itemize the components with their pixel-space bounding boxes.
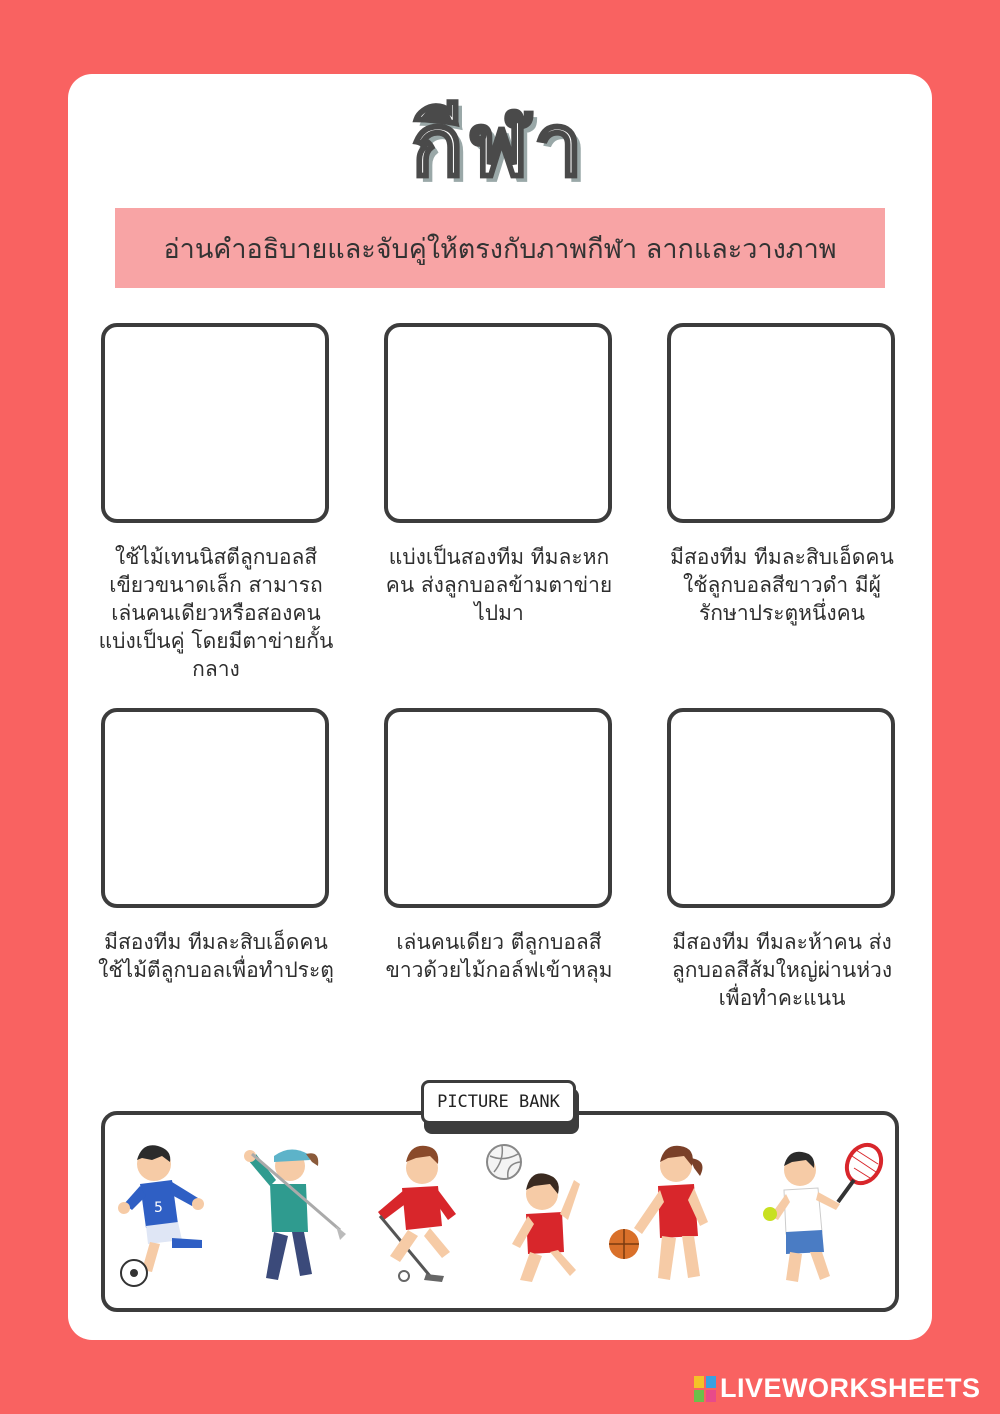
- description-5: เล่นคนเดียว ตีลูกบอลสีขาวด้วยไม้กอล์ฟเข้าหลุม: [385, 930, 613, 982]
- volleyball-player-image[interactable]: [484, 1140, 596, 1290]
- basketball-player-image[interactable]: [604, 1140, 728, 1290]
- description-6: มีสองทีม ทีมละห้าคน ส่งลูกบอลสีส้มใหญ่ผ่านห่วงเพื่อทำคะแนน: [671, 930, 893, 1010]
- drop-box-4[interactable]: [101, 708, 329, 908]
- liveworksheets-brand: LIVEWORKSHEETS: [720, 1373, 981, 1403]
- golfer-image[interactable]: [236, 1140, 348, 1290]
- description-2: แบ่งเป็นสองทีม ทีมละหกคน ส่งลูกบอลข้ามตาข่ายไปมา: [385, 545, 613, 625]
- page-title: กีฬา: [411, 96, 589, 196]
- tennis-player-image[interactable]: [756, 1140, 888, 1290]
- description-3: มีสองทีม ทีมละสิบเอ็ดคน ใช้ลูกบอลสีขาวดำ มีผู้รักษาประตูหนึ่งคน: [670, 545, 894, 625]
- drop-box-2[interactable]: [384, 323, 612, 523]
- liveworksheets-logo: [694, 1373, 981, 1404]
- description-1: ใช้ไม้เทนนิสตีลูกบอลสีเขียวขนาดเล็ก สามารถเล่นคนเดียวหรือสองคน แบ่งเป็นคู่ โดยมีตาข่ายกั้นกลาง: [98, 545, 334, 681]
- liveworksheets-logo-icon: [694, 1376, 716, 1402]
- drop-box-1[interactable]: [101, 323, 329, 523]
- instruction-text: อ่านคำอธิบายและจับคู่ให้ตรงกับภาพกีฬา ลากและวางภาพ: [163, 233, 837, 265]
- drop-box-3[interactable]: [667, 323, 895, 523]
- drop-box-6[interactable]: [667, 708, 895, 908]
- drop-box-5[interactable]: [384, 708, 612, 908]
- picture-bank-header: [421, 1080, 579, 1134]
- picture-bank-label: PICTURE BANK: [421, 1080, 576, 1124]
- soccer-player-image[interactable]: [112, 1140, 224, 1290]
- hockey-player-image[interactable]: [360, 1140, 472, 1290]
- svg-text:5: 5: [154, 1200, 163, 1216]
- description-4: มีสองทีม ทีมละสิบเอ็ดคน ใช้ไม้ตีลูกบอลเพื่อทำประตู: [98, 930, 334, 982]
- instruction-banner: [115, 208, 885, 288]
